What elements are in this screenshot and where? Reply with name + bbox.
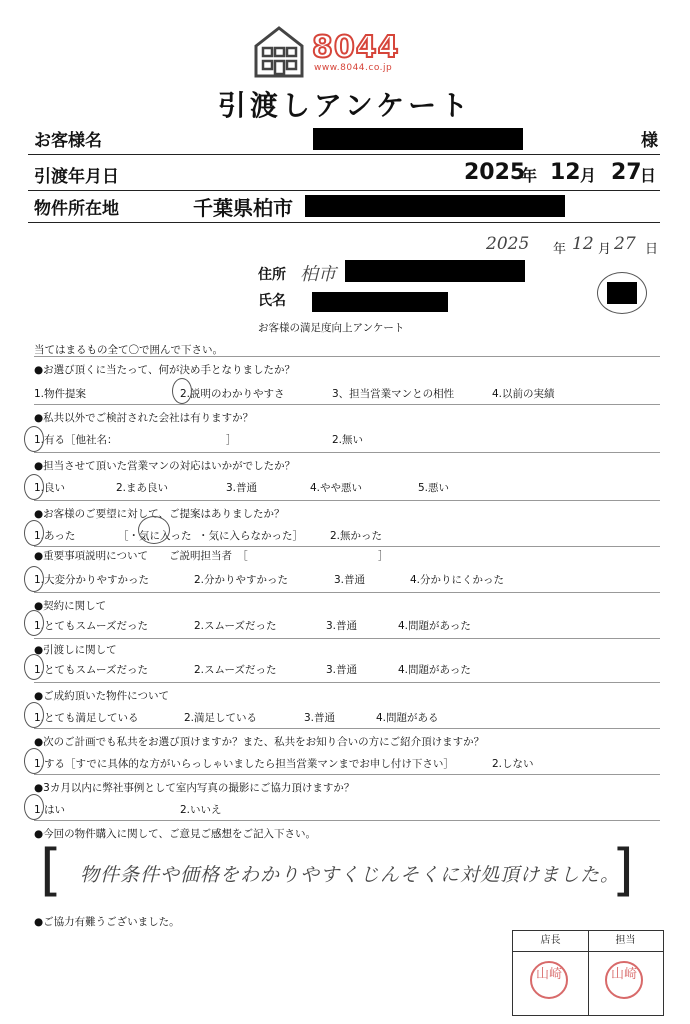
q2-option-1: 1.有る［他社名：: [34, 434, 118, 446]
year-unit: 年: [521, 166, 538, 185]
resp-day-unit: 日: [645, 242, 659, 257]
redacted-address: [305, 195, 565, 217]
q5-option-1: 1.大変分かりやすかった: [34, 574, 150, 586]
divider: [34, 452, 660, 453]
manager-label: 店長: [513, 931, 588, 952]
divider: [34, 820, 660, 821]
approval-stamp-box: [512, 930, 664, 1016]
question-8: ●ご成約頂いた物件について: [34, 690, 169, 702]
answer-circle: [24, 654, 44, 680]
q3-option-5: 5.悪い: [418, 482, 450, 494]
respondent-address-hand: 柏市: [300, 264, 336, 285]
q7-option-3: 3.普通: [326, 664, 358, 676]
q8-option-4: 4.問題がある: [376, 712, 439, 724]
answer-circle: [24, 748, 44, 774]
q5-option-3: 3.普通: [334, 574, 366, 586]
q4-option-1: 1.あった: [34, 530, 76, 542]
respondent-month: 12: [572, 234, 594, 254]
redacted-resp-name: [312, 292, 448, 312]
divider: [34, 728, 660, 729]
handover-year: 2025: [464, 160, 526, 185]
answer-circle: [24, 702, 44, 728]
property-address-row: [28, 190, 660, 223]
respondent-address-label: 住所: [258, 267, 286, 283]
answer-circle: [24, 520, 44, 546]
question-4: ●お客様のご要望に対して、ご提案はありましたか？: [34, 508, 285, 520]
handover-date-row: [28, 158, 660, 191]
divider: [34, 682, 660, 683]
answer-circle: [138, 516, 170, 544]
manager-seal: 山崎: [530, 961, 568, 999]
question-2: ●私共以外でご検討された会社は有りますか？: [34, 412, 254, 424]
logo-url: www.8044.co.jp: [314, 63, 393, 73]
q6-option-2: 2.スムーズだった: [194, 620, 277, 632]
customer-name-row: [28, 122, 660, 155]
resp-month-unit: 月: [598, 242, 612, 257]
q4-sub-liked: ［・気に入った: [118, 530, 192, 542]
question-10: ●3カ月以内に弊社事例として室内写真の撮影にご協力頂けますか？: [34, 782, 355, 794]
q7-option-4: 4.問題があった: [398, 664, 471, 676]
q2-bracket-close: ］: [226, 434, 237, 446]
q4-option-2: 2.無かった: [330, 530, 383, 542]
answer-circle: [24, 474, 44, 500]
divider: [34, 592, 660, 593]
question-5: ●重要事項説明について ご説明担当者 ［: [34, 550, 248, 562]
divider: [34, 356, 660, 357]
q8-option-3: 3.普通: [304, 712, 336, 724]
question-9: ●次のご計画でも私共をお選び頂けますか？また、私共をお知り合いの方にご紹介頂けますか？: [34, 736, 485, 748]
staff-stamp-cell: [588, 931, 663, 1015]
staff-seal: 山崎: [605, 961, 643, 999]
q7-option-2: 2.スムーズだった: [194, 664, 277, 676]
divider: [34, 500, 660, 501]
divider: [34, 774, 660, 775]
resp-year-unit: 年: [553, 242, 567, 257]
instruction: 当てはまるもの全て〇で囲んで下さい。: [34, 344, 223, 356]
q6-option-3: 3.普通: [326, 620, 358, 632]
q5-option-2: 2.分かりやすかった: [194, 574, 289, 586]
comment-text: 物件条件や価格をわかりやすくじんそくに対処頂けました。: [80, 864, 621, 886]
question-7: ●引渡しに関して: [34, 644, 117, 656]
answer-circle: [24, 610, 44, 636]
customer-name-label: お客様名: [34, 131, 102, 151]
q9-option-1: 1.する［すでに具体的な方がいらっしゃいましたら担当営業マンまでお申し付け下さい］: [34, 758, 454, 770]
redacted-resp-address: [345, 260, 525, 282]
house-logo-icon: [252, 24, 306, 78]
answer-circle: [172, 378, 192, 404]
q4-sub-disliked: ・気に入らなかった］: [198, 530, 303, 542]
redacted-signature: [607, 282, 637, 304]
q2-option-2: 2.無い: [332, 434, 364, 446]
q1-option-4: 4.以前の実績: [492, 388, 555, 400]
q9-option-2: 2.しない: [492, 758, 534, 770]
answer-circle: [24, 566, 44, 592]
q3-option-4: 4.やや悪い: [310, 482, 363, 494]
comment-bracket-left: [: [40, 838, 62, 903]
logo-number: 8044: [312, 30, 400, 65]
question-6: ●契約に関して: [34, 600, 107, 612]
q10-option-2: 2.いいえ: [180, 804, 222, 816]
honorific: 様: [641, 131, 658, 151]
q10-option-1: 1.はい: [34, 804, 66, 816]
comment-prompt: ●今回の物件購入に関して、ご意見ご感想をご記入下さい。: [34, 828, 316, 840]
month-unit: 月: [580, 166, 597, 185]
respondent-year: 2025: [486, 234, 530, 254]
q6-option-1: 1.とてもスムーズだった: [34, 620, 148, 632]
q5-bracket-close: ］: [378, 550, 389, 562]
q8-option-2: 2.満足している: [184, 712, 258, 724]
redacted-name: [313, 128, 523, 150]
q3-option-1: 1.良い: [34, 482, 66, 494]
handover-month: 12: [550, 160, 581, 185]
respondent-day: 27: [614, 234, 636, 254]
q3-option-3: 3.普通: [226, 482, 258, 494]
divider: [34, 546, 660, 547]
q1-option-1: 1.物件提案: [34, 388, 87, 400]
manager-stamp-cell: [513, 931, 589, 1015]
answer-circle: [24, 794, 44, 820]
handover-date-label: 引渡年月日: [34, 167, 119, 187]
staff-label: 担当: [588, 931, 663, 952]
respondent-name-label: 氏名: [258, 293, 286, 309]
q3-option-2: 2.まあ良い: [116, 482, 169, 494]
comment-bracket-right: ]: [612, 838, 634, 903]
thanks-note: ●ご協力有難うございました。: [34, 916, 180, 928]
answer-circle: [24, 426, 44, 452]
question-1: ●お選び頂くに当たって、何が決め手となりましたか？: [34, 364, 295, 376]
divider: [34, 638, 660, 639]
handover-day: 27: [611, 160, 642, 185]
q1-option-3: 3、担当営業マンとの相性: [332, 388, 455, 400]
survey-caption: お客様の満足度向上アンケート: [258, 322, 405, 334]
q1-option-2: 2.説明のわかりやすさ: [180, 388, 285, 400]
q6-option-4: 4.問題があった: [398, 620, 471, 632]
divider: [34, 404, 660, 405]
property-address: 千葉県柏市: [193, 196, 293, 220]
q8-option-1: 1.とても満足している: [34, 712, 139, 724]
day-unit: 日: [640, 166, 657, 185]
question-3: ●担当させて頂いた営業マンの対応はいかがでしたか？: [34, 460, 296, 472]
q5-option-4: 4.分かりにくかった: [410, 574, 505, 586]
page-title: 引渡しアンケート: [217, 89, 473, 122]
q7-option-1: 1.とてもスムーズだった: [34, 664, 148, 676]
property-address-label: 物件所在地: [34, 199, 119, 219]
